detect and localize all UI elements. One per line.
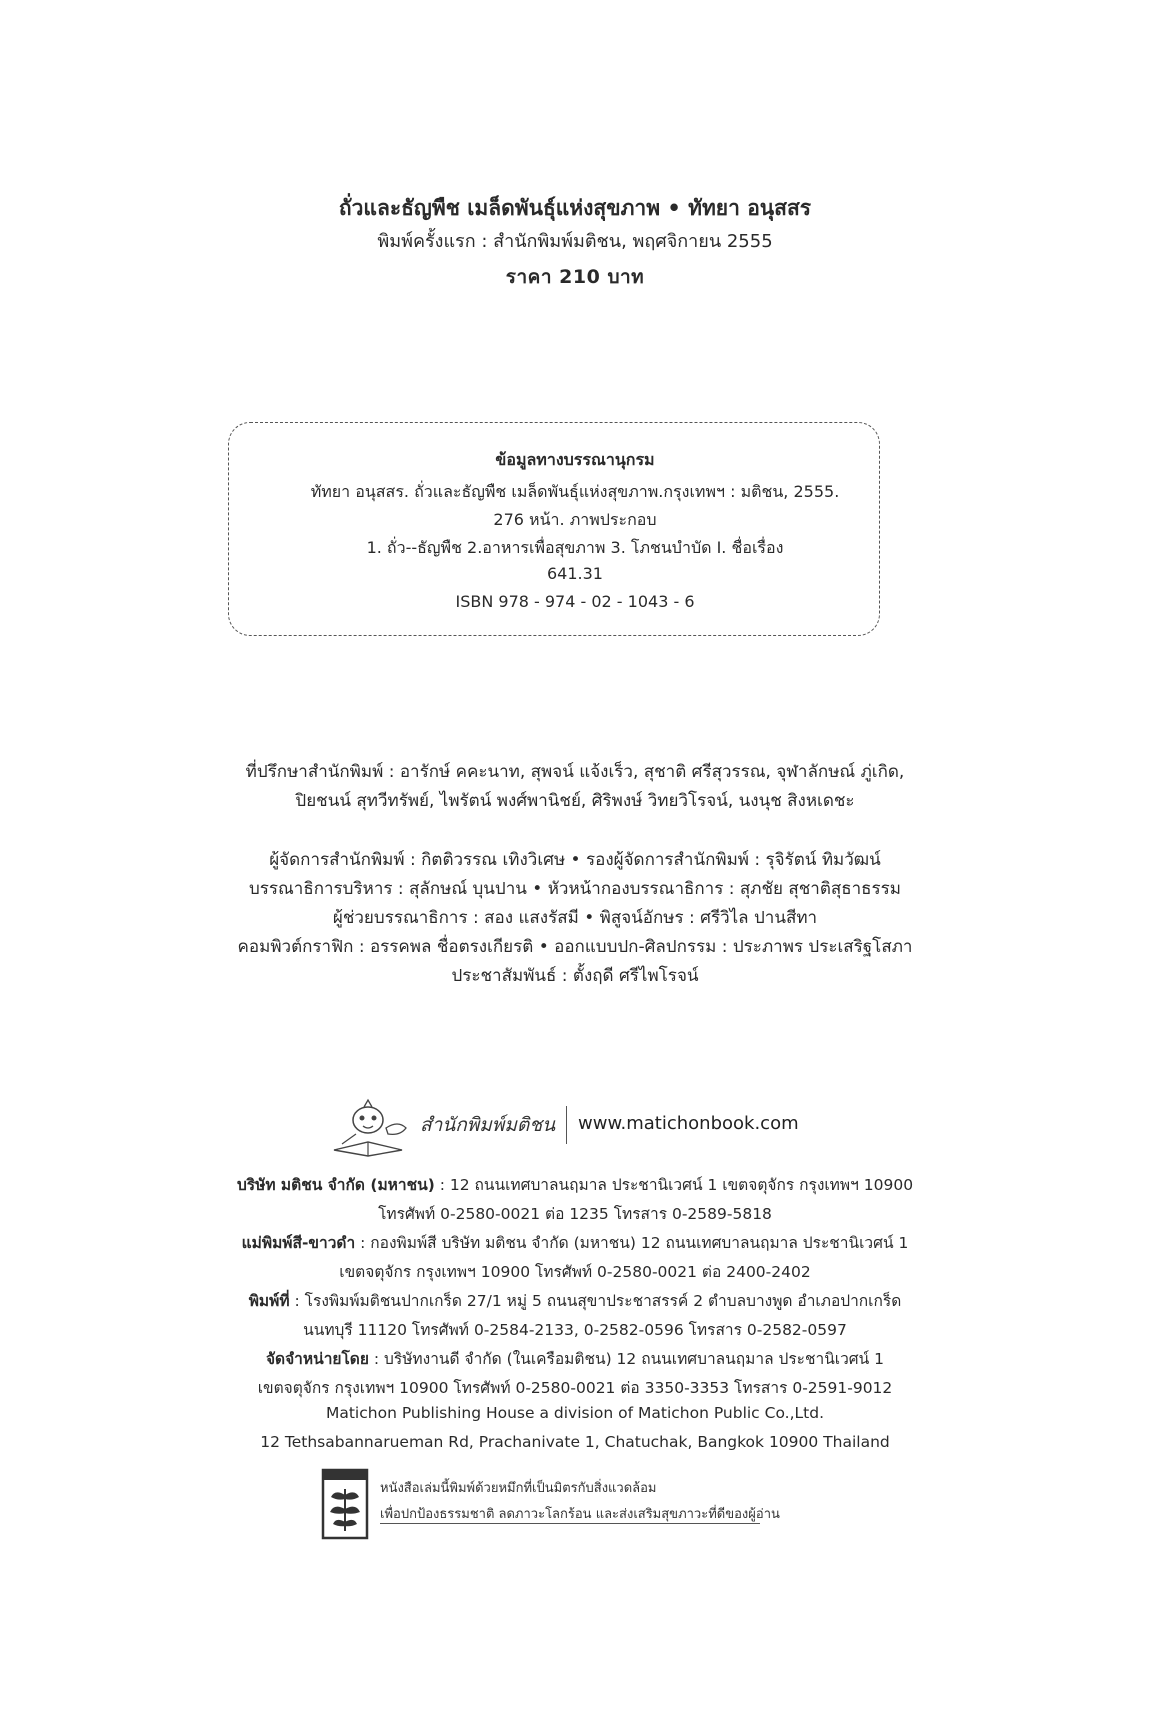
eco-underline xyxy=(380,1523,760,1524)
book-title: ถั่วและธัญพืช เมล็ดพันธุ์แห่งสุขภาพ • ทัทยา อนุสสร xyxy=(338,196,812,220)
price: ราคา 210 บาท xyxy=(505,266,645,288)
publisher-line xyxy=(0,1288,1150,1313)
staff-line: คอมพิวต์กราฟิก : อรรคพล ชื่อตรงเกียรติ • ออกแบบปก-ศิลปกรรม : ประภาพร ประเสริฐโสภา xyxy=(237,937,913,957)
advisors-line: ที่ปรึกษาสำนักพิมพ์ : อารักษ์ คคะนาท, สุพจน์ แจ้งเร็ว, สุชาติ ศรีสุวรรณ, จุฬาลักษณ์ ภู่เกิด, xyxy=(245,762,905,782)
company-label: บริษัท มติชน จำกัด (มหาชน) xyxy=(236,1176,435,1194)
eco-notice xyxy=(320,1467,790,1541)
print-phone: เขตจตุจักร กรุงเทพฯ 10900 โทรศัพท์ 0-2580-0021 ต่อ 2400-2402 xyxy=(339,1263,811,1281)
press-address: : โรงพิมพ์มติชนปากเกร็ด 27/1 หมู่ 5 ถนนสุขาประชาสรรค์ 2 ตำบลบางพูด อำเภอปากเกร็ด xyxy=(289,1292,902,1310)
publisher-logo-script: สำนักพิมพ์มติชน xyxy=(420,1114,556,1136)
catalog-heading: ข้อมูลทางบรรณานุกรม xyxy=(495,450,655,469)
print-label: แม่พิมพ์สี-ขาวดำ xyxy=(241,1234,356,1252)
catalog-line: 641.31 xyxy=(547,564,603,583)
company-address: : 12 ถนนเทศบาลนฤมาล ประชานิเวศน์ 1 เขตจตุจักร กรุงเทพฯ 10900 xyxy=(434,1176,914,1194)
eco-book-leaf-icon xyxy=(320,1467,370,1541)
catalog-line: 276 หน้า. ภาพประกอบ xyxy=(493,510,657,529)
staff-line: ผู้ช่วยบรรณาธิการ : สอง แสงรัสมี • พิสูจน์อักษร : ศรีวิไล ปานสีทา xyxy=(332,908,818,928)
press-label: พิมพ์ที่ xyxy=(248,1292,290,1310)
publisher-line xyxy=(0,1346,1150,1371)
advisors-line: ปิยชนน์ สุทวีทรัพย์, ไพรัตน์ พงศ์พานิชย์, ศิริพงษ์ วิทยวิโรจน์, นงนุช สิงหเดชะ xyxy=(295,791,855,811)
company-phone: โทรศัพท์ 0-2580-0021 ต่อ 1235 โทรสาร 0-2589-5818 xyxy=(378,1205,772,1223)
distributor-label: จัดจำหน่ายโดย xyxy=(265,1350,369,1368)
staff-line: บรรณาธิการบริหาร : สุลักษณ์ บุนปาน • หัวหน้ากองบรรณาธิการ : สุภชัย สุชาติสุธาธรรม xyxy=(248,879,902,899)
print-address: : กองพิมพ์สี บริษัท มติชน จำกัด (มหาชน) 12 ถนนเทศบาลนฤมาล ประชานิเวศน์ 1 xyxy=(355,1234,909,1252)
distributor-address: : บริษัทงานดี จำกัด (ในเครือมติชน) 12 ถนนเทศบาลนฤมาล ประชานิเวศน์ 1 xyxy=(368,1350,885,1368)
publisher-english-name: Matichon Publishing House a division of Matichon Public Co.,Ltd. xyxy=(325,1404,824,1422)
publisher-english-address: 12 Tethsabannarueman Rd, Prachanivate 1, Chatuchak, Bangkok 10900 Thailand xyxy=(260,1433,890,1451)
reading-mascot-icon xyxy=(320,1098,416,1160)
staff-line: ผู้จัดการสำนักพิมพ์ : กิตติวรรณ เทิงวิเศษ • รองผู้จัดการสำนักพิมพ์ : รุจิรัตน์ ทิมวัฒน์ xyxy=(269,850,881,870)
publisher-line xyxy=(0,1230,1150,1255)
catalog-line: ทัทยา อนุสสร. ถั่วและธัญพืช เมล็ดพันธุ์แห่งสุขภาพ.กรุงเทพฯ : มติชน, 2555. xyxy=(310,482,840,501)
publisher-line xyxy=(0,1172,1150,1197)
catalog-isbn: ISBN 978 - 974 - 02 - 1043 - 6 xyxy=(455,592,695,611)
catalog-line: 1. ถั่ว--ธัญพืช 2.อาหารเพื่อสุขภาพ 3. โภชนบำบัด I. ชื่อเรื่อง xyxy=(366,538,784,557)
staff-line: ประชาสัมพันธ์ : ตั้งฤดี ศรีไพโรจน์ xyxy=(451,966,699,986)
press-phone: นนทบุรี 11120 โทรศัพท์ 0-2584-2133, 0-2582-0596 โทรสาร 0-2582-0597 xyxy=(303,1321,847,1339)
logo-divider xyxy=(566,1106,567,1144)
publisher-logo-row xyxy=(320,1098,840,1160)
distributor-phone: เขตจตุจักร กรุงเทพฯ 10900 โทรศัพท์ 0-2580-0021 ต่อ 3350-3353 โทรสาร 0-2591-9012 xyxy=(257,1379,893,1397)
eco-line-1: หนังสือเล่มนี้พิมพ์ด้วยหมึกที่เป็นมิตรกับสิ่งแวดล้อม xyxy=(380,1481,657,1496)
eco-line-2: เพื่อปกป้องธรรมชาติ ลดภาวะโลกร้อน และส่งเสริมสุขภาวะที่ดีของผู้อ่าน xyxy=(380,1507,780,1522)
publisher-website-link[interactable]: www.matichonbook.com xyxy=(578,1113,799,1134)
edition-info: พิมพ์ครั้งแรก : สำนักพิมพ์มติชน, พฤศจิกายน 2555 xyxy=(377,231,773,252)
